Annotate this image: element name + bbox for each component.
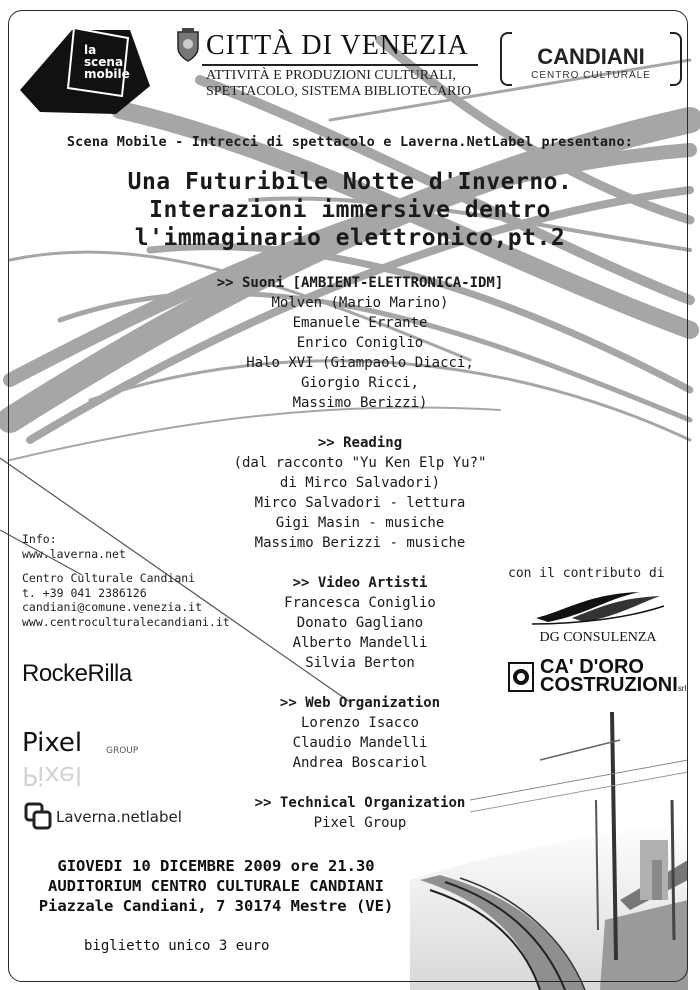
rockerilla-logo: RockeRilla [22,660,132,687]
dg-swoosh-icon [528,588,668,628]
info-site2-link[interactable]: www.centroculturalecandiani.it [22,614,230,629]
logo-word-2: scena [84,55,124,69]
venezia-title: CITTÀ DI VENEZIA [206,30,469,61]
cadoro-logo [508,658,688,702]
venezia-divider [202,64,478,66]
venezia-subtitle [206,68,496,100]
dg-name: DG CONSULENZA [539,630,657,645]
organizer: Pixel Group [313,815,407,831]
event-address: Piazzale Candiani, 7 30174 Mestre (VE) [38,897,394,915]
pixel-group-logo [22,718,162,788]
pixel-name: Pixel [22,728,83,758]
title-line-1: Una Futuribile Notte d'Inverno. [127,169,573,195]
artist: Francesca Coniglio [284,595,436,611]
sponsor-label: con il contributo di [508,566,665,581]
reading-line: (dal racconto "Yu Ken Elp Yu?" [233,455,487,471]
info-email-link[interactable]: candiani@comune.venezia.it [22,600,203,614]
section-heading: >> Web Organization [279,695,441,711]
performer: Halo XVI (Giampaolo Diacci, [246,355,474,371]
artist: Silvia Berton [305,655,415,671]
cadoro-srl: srl [677,684,687,693]
event-details [6,856,426,916]
organizer: Andrea Boscariol [292,755,428,771]
candiani-name: CANDIANI [537,44,645,69]
info-label: Info: [22,532,57,546]
cadoro-name [540,658,690,698]
dg-consulenza-logo [528,588,668,650]
reading-line: Gigi Masin - musiche [275,515,445,531]
cadoro-line-2 [540,676,690,698]
candiani-logo [500,28,682,90]
cadoro-line-1: CA' D'ORO [540,656,644,678]
event-date: GIOVEDI 10 DICEMBRE 2009 ore 21.30 [57,857,375,875]
section-heading: >> Reading [317,435,403,451]
section-technical [210,793,510,833]
logo-word-1: la [84,43,97,57]
performer: Emanuele Errante [292,315,428,331]
event-title [0,168,700,252]
presenter-line: Scena Mobile - Intrecci di spettacolo e Laverna.NetLabel presentano: [66,134,634,150]
artist: Alberto Mandelli [292,635,428,651]
performer: Giorgio Ricci, [300,375,419,391]
bracket-left-icon [500,32,512,86]
reading-line: di Mirco Salvadori) [279,475,441,491]
performer: Molven (Mario Marino) [271,295,449,311]
performer: Enrico Coniglio [296,335,424,351]
event-venue: AUDITORIUM CENTRO CULTURALE CANDIANI [48,877,384,895]
venezia-sub-line-1: ATTIVITÀ E PRODUZIONI CULTURALI, [206,68,456,83]
pixel-reflection: Pixel [22,760,83,790]
section-heading: >> Suoni [AMBIENT-ELETTRONICA-IDM] [216,275,504,291]
laverna-logo [24,802,204,834]
organizer: Lorenzo Isacco [300,715,419,731]
section-heading: >> Technical Organization [254,795,466,811]
pixel-group-label: GROUP [106,746,139,756]
performer: Massimo Berizzi) [292,395,428,411]
venezia-sub-line-2: SPETTACOLO, SISTEMA BIBLIOTECARIO [206,84,472,99]
cadoro-line-2-text: COSTRUZIONI [540,674,678,696]
candiani-subtitle: CENTRO CULTURALE [531,70,651,81]
info-site-link[interactable]: www.laverna.net [22,546,126,561]
section-suoni [210,273,510,413]
organizer: Claudio Mandelli [292,735,428,751]
laverna-mark-icon [24,802,52,832]
section-web [210,693,510,773]
reading-line: Mirco Salvadori - lettura [254,495,466,511]
venezia-crest-icon [176,28,200,62]
artist: Donato Gagliano [296,615,424,631]
info-block [22,532,272,629]
title-line-3: l'immaginario elettronico,pt.2 [134,225,566,251]
title-line-2: Interazioni immersive dentro [149,197,551,223]
cadoro-mark-icon [508,662,534,692]
section-heading: >> Video Artisti [292,575,428,591]
laverna-name: Laverna.netlabel [56,808,182,826]
reading-line: Massimo Berizzi - musiche [254,535,466,551]
info-phone: t. +39 041 2386126 [22,585,147,600]
info-centro: Centro Culturale Candiani [22,571,196,585]
logo-word-3: mobile [84,67,130,81]
ticket-price: biglietto unico 3 euro [84,938,270,954]
scena-mobile-logo [84,44,144,80]
bracket-right-icon [670,32,682,86]
